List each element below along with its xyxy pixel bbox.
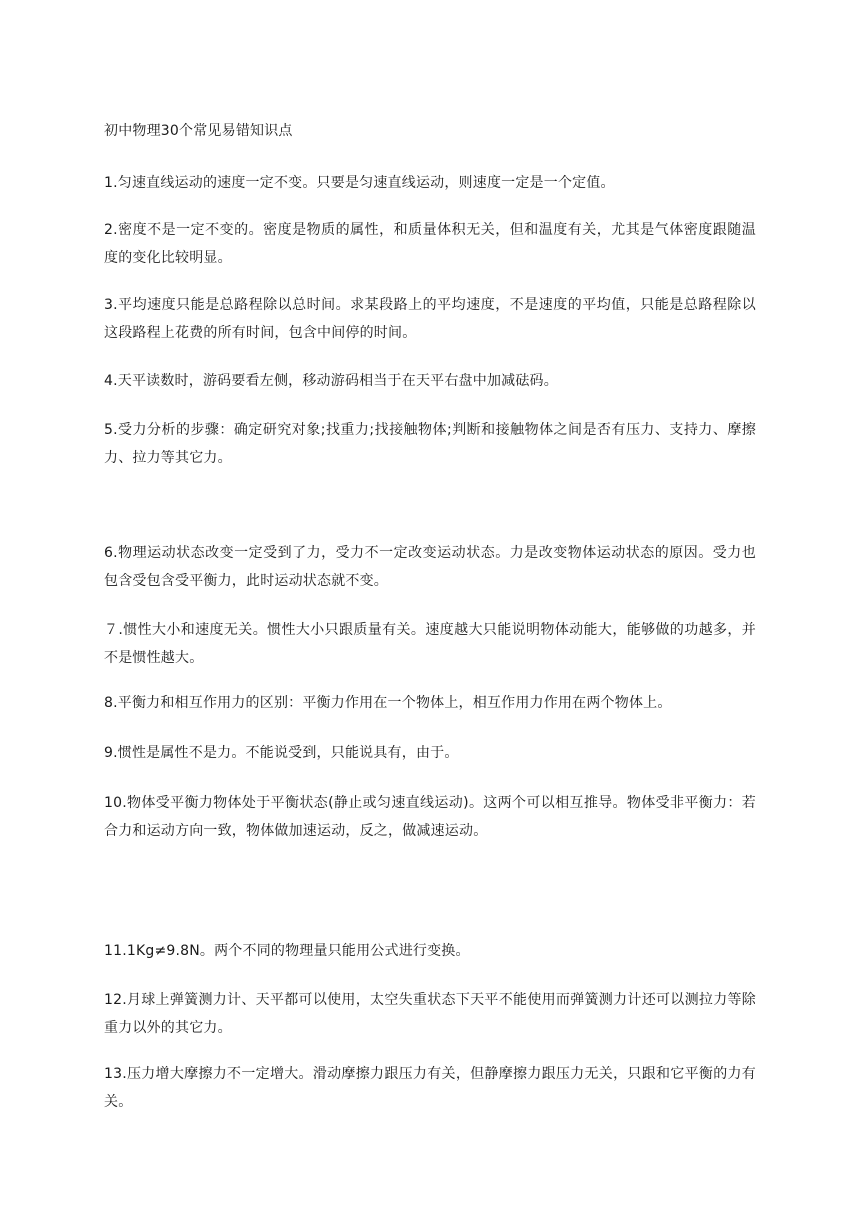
- list-item: 12.月球上弹簧测力计、天平都可以使用，太空失重状态下天平不能使用而弹簧测力计还可以测拉力等除重力以外的其它力。: [104, 992, 756, 1036]
- list-item: 1.匀速直线运动的速度一定不变。只要是匀速直线运动，则速度一定是一个定值。: [104, 175, 615, 191]
- document-title: 初中物理30个常见易错知识点: [104, 123, 293, 139]
- list-item: 2.密度不是一定不变的。密度是物质的属性，和质量体积无关，但和温度有关，尤其是气体密度跟随温度的变化比较明显。: [104, 222, 756, 266]
- list-item: 4.天平读数时，游码要看左侧，移动游码相当于在天平右盘中加减砝码。: [104, 373, 558, 389]
- list-item: 9.惯性是属性不是力。不能说受到，只能说具有，由于。: [104, 745, 459, 761]
- list-item: 5.受力分析的步骤：确定研究对象;找重力;找接触物体;判断和接触物体之间是否有压力、支持力、摩擦力、拉力等其它力。: [104, 422, 756, 466]
- list-item: 10.物体受平衡力物体处于平衡状态(静止或匀速直线运动)。这两个可以相互推导。物体受非平衡力：若合力和运动方向一致，物体做加速运动，反之，做减速运动。: [104, 795, 756, 839]
- list-item: 6.物理运动状态改变一定受到了力，受力不一定改变运动状态。力是改变物体运动状态的原因。受力也包含受包含受平衡力，此时运动状态就不变。: [104, 545, 756, 589]
- list-item: 13.压力增大摩擦力不一定增大。滑动摩擦力跟压力有关，但静摩擦力跟压力无关，只跟和它平衡的力有关。: [104, 1066, 756, 1110]
- list-item: 11.1Kg≠9.8N。两个不同的物理量只能用公式进行变换。: [104, 943, 470, 959]
- list-item: 8.平衡力和相互作用力的区别：平衡力作用在一个物体上，相互作用力作用在两个物体上。: [104, 695, 672, 711]
- list-item: ７.惯性大小和速度无关。惯性大小只跟质量有关。速度越大只能说明物体动能大，能够做的功越多，并不是惯性越大。: [104, 622, 756, 666]
- list-item: 3.平均速度只能是总路程除以总时间。求某段路上的平均速度，不是速度的平均值，只能是总路程除以这段路程上花费的所有时间，包含中间停的时间。: [104, 297, 756, 341]
